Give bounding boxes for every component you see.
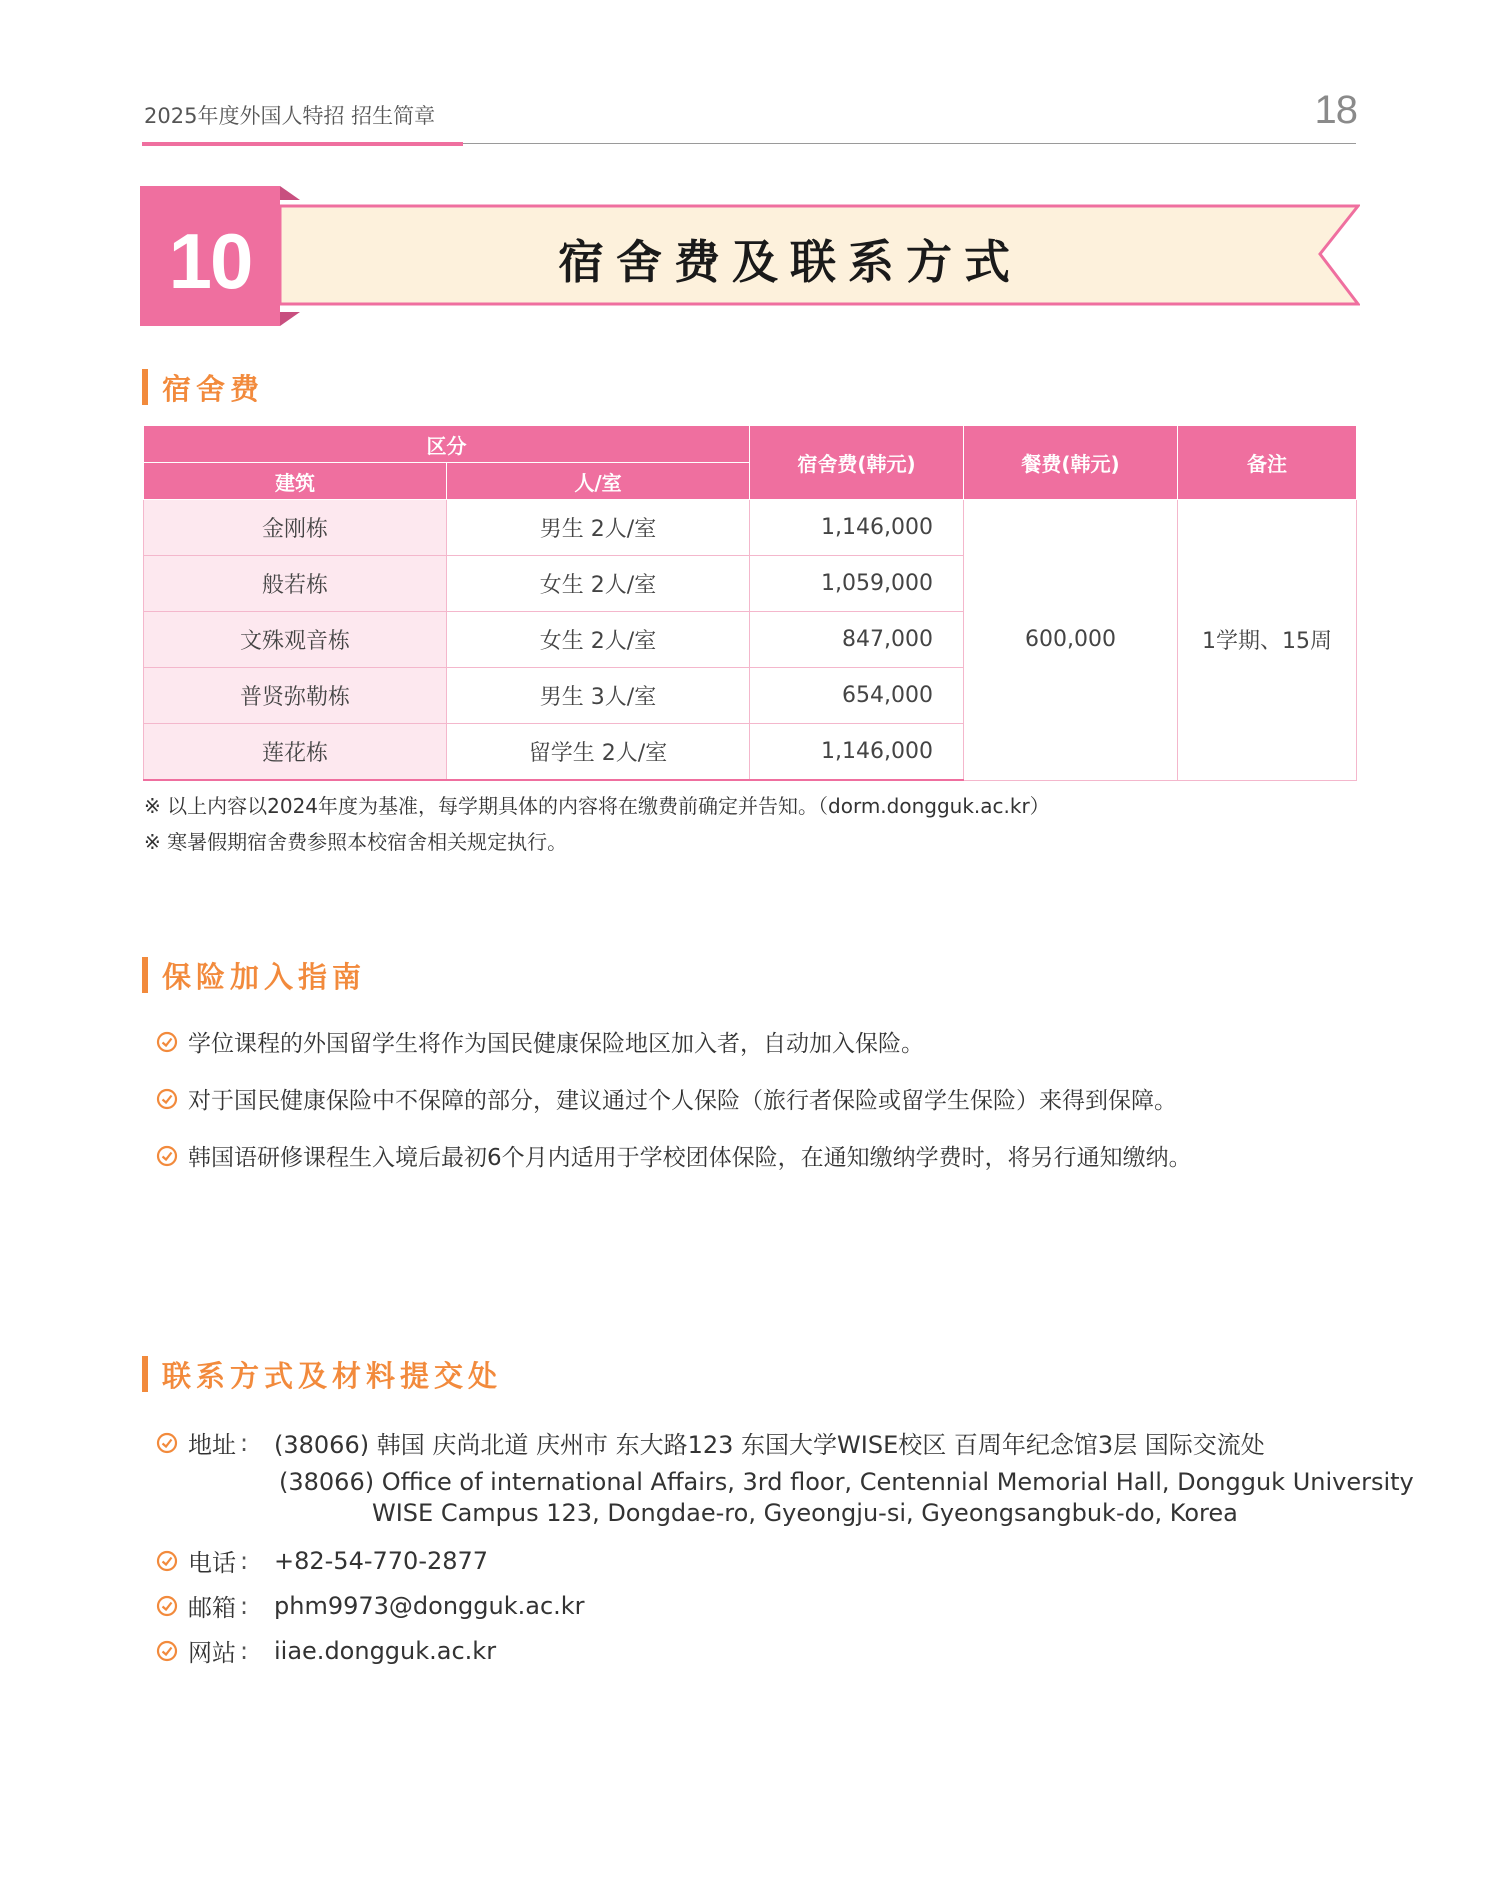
- building-cell: 莲花栋: [144, 724, 447, 781]
- building-cell: 文殊观音栋: [144, 612, 447, 668]
- address-en-line2: WISE Campus 123, Dongdae-ro, Gyeongju-si, Gyeongsangbuk-do, Korea: [372, 1499, 1238, 1527]
- heading-bar: [142, 1356, 148, 1392]
- check-circle-icon: [156, 1432, 178, 1454]
- contact-heading-text: 联系方式及材料提交处: [162, 1358, 503, 1393]
- header-per-room: 人/室: [447, 463, 750, 500]
- insurance-heading: [142, 957, 366, 993]
- website-label: 网站: [188, 1639, 236, 1667]
- insurance-item-text: 对于国民健康保险中不保障的部分，建议通过个人保险（旅行者保险或留学生保险）来得到保障。: [188, 1088, 1177, 1114]
- fee-cell: 1,059,000: [750, 556, 964, 612]
- building-cell: 普贤弥勒栋: [144, 668, 447, 724]
- room-cell: 女生 2人/室: [447, 612, 750, 668]
- check-circle-icon: [156, 1145, 178, 1167]
- check-circle-icon: [156, 1595, 178, 1617]
- list-item: [156, 1082, 1177, 1115]
- heading-bar: [142, 369, 148, 405]
- header-divider: [463, 143, 1356, 144]
- address-en: [279, 1467, 1414, 1529]
- header-building: 建筑: [144, 463, 447, 500]
- phone-label: 电话: [188, 1549, 236, 1577]
- check-circle-icon: [156, 1550, 178, 1572]
- phone-value: +82-54-770-2877: [274, 1546, 489, 1575]
- room-cell: 男生 3人/室: [447, 668, 750, 724]
- contact-heading: [142, 1356, 502, 1392]
- building-cell: 金刚栋: [144, 500, 447, 556]
- dorm-fee-table: [143, 425, 1357, 781]
- contact-website: [156, 1633, 496, 1668]
- insurance-item-text: 韩国语研修课程生入境后最初6个月内适用于学校团体保险，在通知缴纳学费时，将另行通知缴纳。: [188, 1145, 1192, 1171]
- dorm-fee-heading: [142, 369, 264, 405]
- document-title: 2025年度外国人特招 招生简章: [144, 104, 436, 128]
- insurance-item-text: 学位课程的外国留学生将作为国民健康保险地区加入者，自动加入保险。: [188, 1031, 924, 1057]
- room-cell: 男生 2人/室: [447, 500, 750, 556]
- colon: :: [240, 1636, 249, 1665]
- colon: :: [240, 1591, 249, 1620]
- dorm-note: ※ 寒暑假期宿舍费参照本校宿舍相关规定执行。: [144, 830, 568, 854]
- contact-phone: [156, 1543, 488, 1578]
- header-category: 区分: [144, 426, 750, 463]
- check-circle-icon: [156, 1640, 178, 1662]
- room-cell: 女生 2人/室: [447, 556, 750, 612]
- fee-cell: 1,146,000: [750, 500, 964, 556]
- meal-fee-cell: 600,000: [964, 500, 1178, 781]
- header-dorm-fee: 宿舍费(韩元): [750, 426, 964, 500]
- remarks-cell: 1学期、15周: [1178, 500, 1357, 781]
- heading-bar: [142, 957, 148, 993]
- contact-email: [156, 1588, 585, 1623]
- contact-address: [156, 1425, 1265, 1460]
- section-title: 宿舍费及联系方式: [558, 235, 1022, 289]
- building-cell: 般若栋: [144, 556, 447, 612]
- check-circle-icon: [156, 1088, 178, 1110]
- section-number: 10: [168, 216, 252, 305]
- address-label: 地址: [188, 1431, 236, 1459]
- email-label: 邮箱: [188, 1594, 236, 1622]
- check-circle-icon: [156, 1031, 178, 1053]
- colon: :: [240, 1546, 249, 1575]
- insurance-heading-text: 保险加入指南: [162, 959, 367, 994]
- fee-cell: 1,146,000: [750, 724, 964, 781]
- header-remarks: 备注: [1178, 426, 1357, 500]
- website-link[interactable]: iiae.dongguk.ac.kr: [274, 1636, 497, 1665]
- header-meal-fee: 餐费(韩元): [964, 426, 1178, 500]
- table-row: [144, 500, 1357, 556]
- room-cell: 留学生 2人/室: [447, 724, 750, 781]
- email-link[interactable]: phm9973@dongguk.ac.kr: [274, 1591, 585, 1620]
- list-item: [156, 1025, 924, 1058]
- address-en-line1: (38066) Office of international Affairs, 3rd floor, Centennial Memorial Hall, Dongguk University: [279, 1468, 1414, 1496]
- fee-cell: 847,000: [750, 612, 964, 668]
- header-accent-line: [142, 142, 463, 146]
- dorm-fee-heading-text: 宿舍费: [162, 371, 265, 406]
- dorm-note: ※ 以上内容以2024年度为基准，每学期具体的内容将在缴费前确定并告知。（dorm.dongguk.ac.kr）: [144, 794, 1050, 818]
- page-number: 18: [1314, 88, 1357, 132]
- list-item: [156, 1139, 1192, 1172]
- address-cn: (38066) 韩国 庆尚北道 庆州市 东大路123 东国大学WISE校区 百周年纪念馆3层 国际交流处: [274, 1431, 1265, 1459]
- fee-cell: 654,000: [750, 668, 964, 724]
- colon: :: [240, 1428, 249, 1457]
